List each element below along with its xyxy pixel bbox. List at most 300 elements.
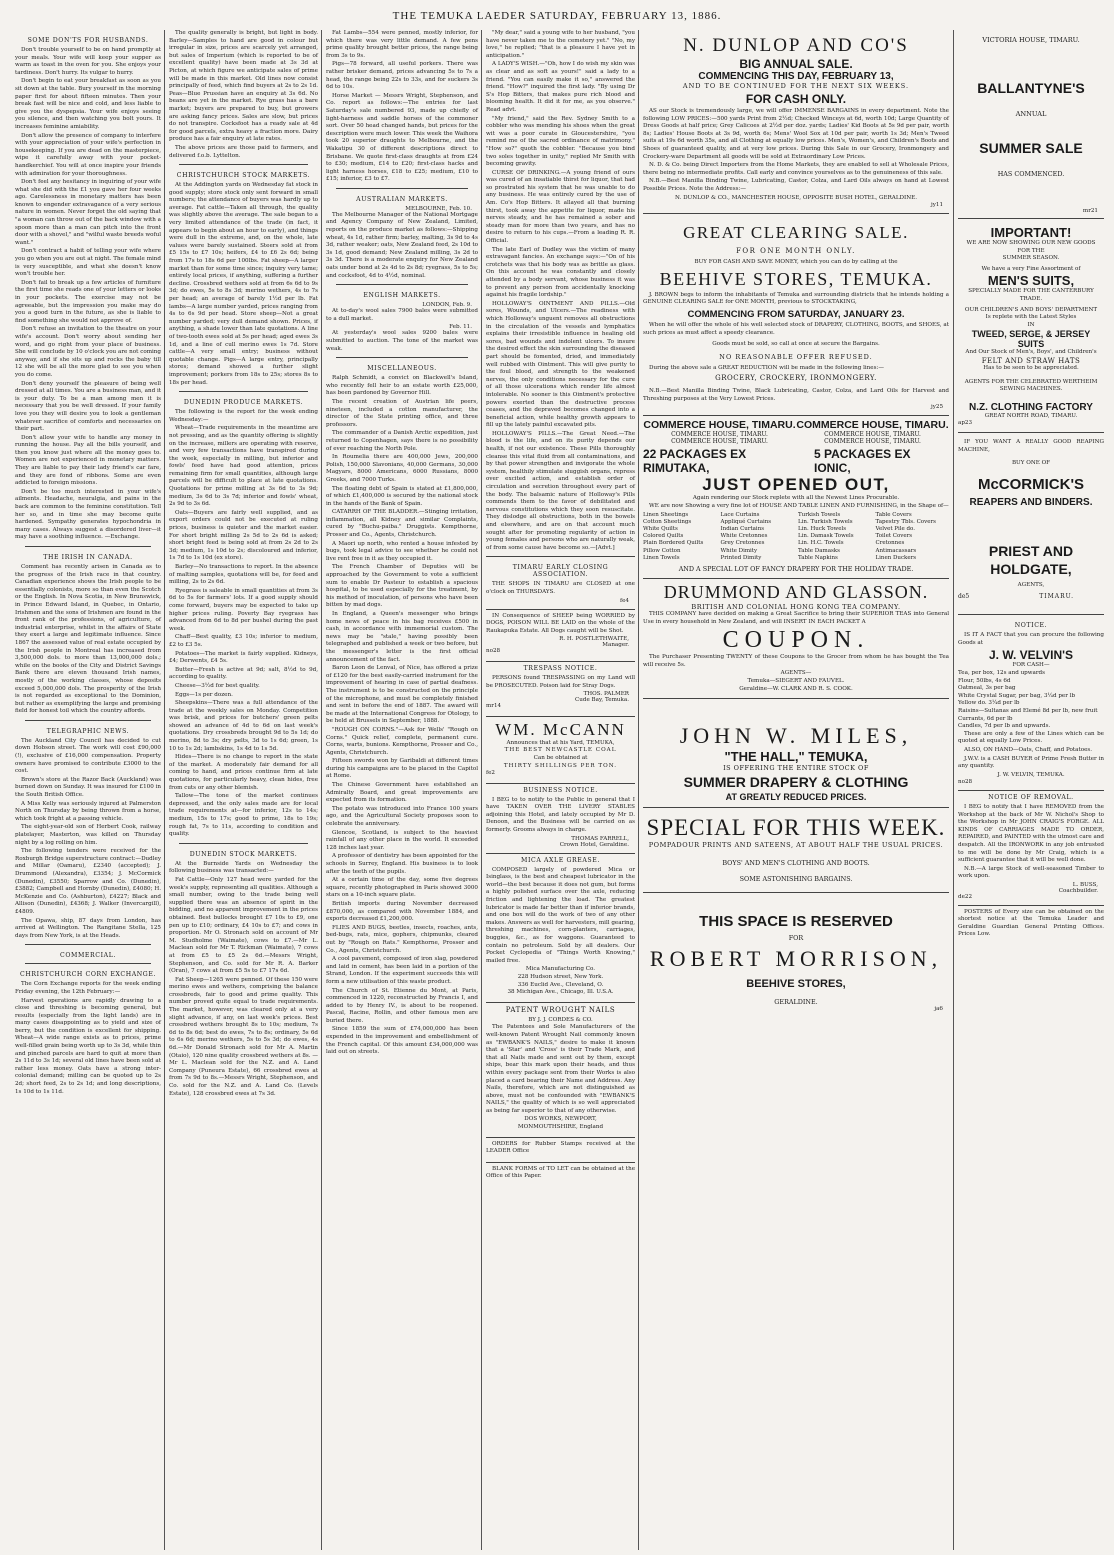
paragraph: The potato was introduced into France 100 years ago, and the Agricultural Society proposes soon to celebrate the anniversary.	[326, 805, 478, 828]
divider	[958, 218, 1104, 219]
ad-text: THIS COMPANY have decided on making a Great Sacrifice to bring their SUPERIOR TEAS into General Use in every household in New Zealand, and will INSERT IN EACH PACKET A	[643, 611, 949, 625]
ad-key: de22	[958, 893, 973, 900]
ad-text: FOR CASH—	[1012, 662, 1050, 669]
ad-text: FELT AND STRAW HATS	[981, 356, 1081, 365]
ad-text: POSTERS of Every size can be obtained on the shortest notice at the Temuka Leader and Geraldine Guardian General Printing Offices. Prices Low.	[958, 908, 1104, 938]
ad-title: BALLANTYNE'S	[977, 80, 1085, 96]
ad-subtitle: BIG ANNUAL SALE.	[739, 57, 853, 71]
ad-text: During the above sale a GREAT REDUCTION will be made in the following lines:—	[649, 364, 884, 371]
ad-title: BEEHIVE STORES, TEMUKA.	[659, 268, 933, 289]
column-2	[166, 30, 321, 1555]
ad-title: N. DUNLOP AND CO'S	[683, 35, 909, 56]
paragraph: Brown's store at the Razor Back (Auckland) was burned down on Sunday. It was insured for £100 in the South British Office.	[15, 776, 161, 799]
ad-title: THIS SPACE IS RESERVED	[699, 913, 893, 931]
ad-title: PRIEST AND HOLDGATE,	[988, 542, 1074, 577]
paragraph: FLIES AND BUGS, beetles, insects, roaches, ants, bed-bugs, rats, mice, gophers, chipmunks, cleared out by "Rough on Rats." Kempthorne, Prosser and Co., Agents, Christchurch.	[326, 924, 478, 954]
paragraph: The Chinese Government have established an Admiralty Board, and great improvements are expected from its formation.	[326, 782, 478, 804]
paragraph: "My friend," said the Rev. Sydney Smith to a cobbler who was mending his shoes when the great wit was a poor curate in Gloucestershire, "you remind me of the sacred ordinance of matrimony." "How so?" quoth the cobbler. "Because you bind two soles together in unity," replied Mr Smith with becoming gravity.	[486, 115, 635, 168]
ad-text: Temuka—SIEGERT AND FAUVEL.	[747, 678, 845, 685]
paragraph: Fat Lambs—554 were penned, mostly inferior, for which there was very little demand. A few pens prime quality brought better prices, the range being from 3s to 9s.	[326, 30, 478, 59]
ad-text: Announces that at his Yard, TEMUKA,	[506, 739, 615, 746]
paragraph: Chaff—Best quality, £3 10s; inferior to medium, £2 to £3 5s.	[169, 634, 318, 648]
paragraph: The floating debt of Spain is stated at £1,800,000, of which £1,400,000 is secured by the national stock in the hands of the Bank of Spain.	[326, 485, 478, 507]
ad-signature: THOMAS FARRELL,	[571, 835, 629, 842]
livery-stables-ad	[486, 784, 635, 854]
paragraph: At the Burnside Yards on Wednesday the following business was transacted:—	[169, 860, 318, 875]
ad-heading: MICA AXLE GREASE.	[521, 856, 600, 864]
ad-text: Is replete with the Latest Styles	[985, 314, 1077, 321]
axle-grease-ad	[486, 854, 635, 1003]
paragraph: Don't allow the presence of company to interfere with your appreciation of your wife's perfection in housekeeping. If you are dead on the masterpiece, wipe it carefully away with your pocket-handkerchief. You will at once inspire your friends with admiration for your thoroughness.	[15, 132, 161, 177]
paragraph: The late Earl of Dudley was the victim of many extravagant fancies. An exchange says:—"On of his crotchets was that his body was as brittle as glass. On this account he was constantly and closely attended by a body servant, whose business it was to prevent any person from accidentally knocking against his fragile lordship."	[486, 246, 635, 299]
ad-text: The Purchaser Presenting TWENTY of these Coupons to the Grocer from whom he has bought the Tea will receive 5s.	[643, 654, 949, 668]
ad-subtitle: POMPADOUR PRINTS AND SATEENS, AT ABOUT HALF THE USUAL PRICES.	[648, 841, 944, 850]
linen-list-item: Table Napkins	[798, 554, 838, 561]
divider	[486, 556, 635, 557]
ad-text: GREAT NORTH ROAD, TIMARU.	[984, 412, 1078, 419]
ad-text: THE SHOPS IN TIMARU are CLOSED at one o'clock on THURSDAYS.	[486, 581, 635, 595]
paragraph: Don't fail to break up a few articles of furniture the first time she reads one of your letters or looks in your pockets. The exercise may not be agreeable, but the impression you make may do you a good turn in the future, as she is liable to find something she would not approve of.	[15, 279, 161, 324]
paragraph: The French Chamber of Deputies will be approached by the Government to vote a sufficient sum to enable Dr Pasteur to establish a spacious hospital, to be used especially for the treatment, by his method of inoculation, of persons who have been bitten by mad dogs.	[326, 564, 478, 609]
ad-text: GROCERY, CROCKERY, IRONMONGERY.	[715, 374, 877, 383]
trespass-notice-ad	[486, 662, 635, 717]
ad-title: SUMMER SALE	[979, 140, 1083, 156]
ad-text: AGENTS,	[1017, 581, 1045, 588]
column-1	[12, 30, 164, 1555]
paragraph: A cool pavement, composed of iron slag, powdered and laid in cement, has been laid in a portion of the Strand, London. If the experiment succeeds this will form a new utilisation of this waste product.	[326, 956, 478, 985]
ad-text: N. D. & Co. being Direct Importers from the Home Markets, they are enabled to sell at Wholesale Prices, there being no intermediate profits. Call early and convince yourselves as to the genuineness of this sale.	[643, 162, 949, 176]
ad-heading: TRESPASS NOTICE.	[523, 664, 598, 672]
divider	[179, 164, 308, 165]
paragraph: The quality generally is bright, but light in body. Barley—Samples to hand are good in colour but irregular in size, prices are scarcely yet arranged, but sales of Imperium (which is reported to be of excellent quality) have been made at 3s 3d at Picton, at which figure we anticipate sales of prime will be made in this market. Old lines now consist principally of feed, which find buyers at 2s to 2s 1d. Peas—Blue Prussian have an enquiry at 3s 6d. No beans are yet in the market. Rye grass has a bare market; buyers are prepared to buy, but growers are asking fancy prices. Sales are slow, but prices do not transpire. Cocksfoot has a ready sale at 4d for good parcels, extra heavy a fraction more. Dairy produce has a fair enquiry at late rates.	[169, 30, 318, 143]
price-line: Currants, 6d per lb	[958, 715, 1013, 722]
ad-signature-role: Manager.	[602, 642, 629, 649]
ad-subtitle: AND TO BE CONTINUED FOR THE NEXT SIX WEEKS.	[682, 82, 910, 90]
paragraph: HOLLOWAY'S OINTMENT AND PILLS.—Old sores, Wounds, and Ulcers.—The readiness with which Holloway's unguent removes all obstructions in the circulation of the vessels and lymphatics explains their irresistible influence in healing old sores, bad wounds and indolent ulcers. To insure the desired effect the skin surrounding the diseased part should be fomented, dried, and immediately well rubbed with Ointment. This will give purity to the foul blood, and strength to the weakened nerves, the only conditions necessary for the cure of all those ulcerations which render life almost intolerable. No sooner is this Ointment's protective powers exerted than the destructive process ceases, and the depraved becomes changed into a beneficial action, while healthy growth appears to fill up the lately painful excavated pits.	[486, 300, 635, 429]
ad-key: mr21	[1082, 208, 1098, 214]
paragraph: Ralph Schmidt, a convict on Blackwell's Island, who recently fell heir to an estate worth £25,000, has been pardoned by Governor Hill.	[326, 375, 478, 397]
ad-text: ALSO, ON HAND—Oats, Chaff, and Potatoes.	[964, 747, 1093, 753]
ad-heading: TIMARU EARLY CLOSING ASSOCIATION.	[512, 564, 609, 579]
ad-key: ap23	[958, 420, 973, 427]
special-week-ad	[643, 808, 949, 893]
blank-forms-ad	[486, 1163, 635, 1181]
paragraph: The commander of a Danish Arctic expedition, just returned to Copenhagen, says there is no possibility of ever reaching the North Pole.	[326, 430, 478, 452]
article-heading: ENGLISH MARKETS.	[363, 292, 441, 300]
column-rule	[638, 30, 639, 1550]
linen-list-item: Lin. Turkish Towels	[798, 518, 853, 525]
divider	[958, 905, 1104, 906]
ad-signature: R. H. POSTLETHWAITE,	[559, 636, 629, 643]
ad-title-row	[643, 419, 949, 431]
ad-text: AGENTS—	[780, 670, 812, 677]
commerce-house-ad	[643, 416, 949, 579]
ad-title: WM. McCANN	[495, 719, 626, 739]
article-heading: TELEGRAPHIC NEWS.	[46, 727, 130, 735]
ad-text: SPECIALLY MADE FOR THE CANTERBURY TRADE.	[968, 288, 1094, 302]
column-5	[640, 30, 952, 1555]
ad-text: And Our Stock of Men's, Boys', and Children's	[965, 349, 1097, 356]
ad-text: ANNUAL	[1015, 110, 1047, 118]
ad-headline: JUST OPENED OUT,	[702, 475, 890, 495]
ad-heading: NOTICE OF REMOVAL.	[988, 793, 1074, 801]
linen-list-item: White Cretonnes	[720, 533, 768, 540]
ad-subtitle: "THE HALL," TEMUKA,	[724, 749, 868, 765]
ad-title: McCORMICK'S	[977, 475, 1085, 493]
article-heading: CHRISTCHURCH CORN EXCHANGE.	[20, 971, 156, 979]
ad-text: N.B.—Best Manilla Binding Twine, Black Lubricating, Castor, Colza, and Lard Oils for Harvest and Threshing purposes at the Very Lowest Prices.	[643, 388, 949, 402]
ad-signature: L. BUSS,	[1072, 881, 1098, 888]
ad-title: DRUMMOND AND GLASSON.	[663, 582, 929, 603]
ad-subtitle: REAPERS AND BINDERS.	[969, 496, 1093, 508]
linen-list-column	[643, 512, 717, 562]
ad-subtitle: AT GREATLY REDUCED PRICES.	[725, 792, 867, 803]
article-heading: THE IRISH IN CANADA.	[43, 554, 133, 561]
ad-subtitle: COMMENCING THIS DAY, FEBRUARY 13,	[698, 71, 894, 82]
ad-heading: NOTICE.	[1014, 622, 1048, 630]
article-heading: DUNEDIN PRODUCE MARKETS.	[183, 399, 304, 407]
ad-headline: MEN'S SUITS,	[987, 273, 1075, 289]
paragraph: At the Addington yards on Wednesday fat stock in good supply; store stock only sent forward in small numbers; the attendance of buyers was hardly up to average. Fat cattle—Taken all through, the quality was slightly above the average. The sale began to a very limited attendance of the trade (in fact, it appears to begin about an hour to early), and things were dull in the extreme, and, on the whole, late values were barely sustained. Steers sold at from £5 15s to £7 10s; heifers, £4 to £6 2s 6d; being from 17s to 18s 6d per 100lbs. Fat sheep—A larger market than for some time since; inquiry very tame; entirely local prices, if anything, suffering a further decline. Crossbred wethers sold at from 6s 6d to 9s 3d; do ewes, 5s to 8s 3d; merino wethers, 4s to 7s per head; an average of barely 1½d per lb. Fat lambs—A large number yarded, prices ranging from 4s to 6s 9d per head. Store sheep—Not a great number yarded; very dull demand shown. Prices, if anything, a shade lower than late quotations. A line of two-tooth ewes sold at 5s per head; aged ewes 3s 1d, and a line of cull merino ewes 1s 7d. Store cattle—A very small entry; business without quotable change. Pigs—A large entry, principally stores; demand showed a further slight improvement; porkers from 18s to 25s; stores 8s to 18s per head.	[169, 182, 318, 386]
linen-list-item: Cretonnes	[875, 540, 905, 547]
mccann-ad	[486, 717, 635, 784]
ad-text: I BEG to notify that I have REMOVED from the Workshop at the back of Mr W. Nichol's Shop to the Workshop in Mr JOHN CRAIG'S FORGE. ALL KINDS OF CARRIAGES MADE TO ORDER, REPAIRED, and PAINTED with the utmost care and despatch. All the IRONWORK in any job entrusted to me will be done by Mr Craig, which is a sufficient guarantee that it will be well done.	[958, 803, 1105, 864]
ad-key: jy25	[930, 404, 943, 411]
paragraph: Glencoe, Scotland, is subject to the heaviest rainfall of any other place in the world. It exceeded 128 inches last year.	[326, 829, 478, 851]
reserved-space-ad	[643, 893, 949, 1012]
miles-ad	[643, 699, 949, 808]
linen-list	[643, 512, 949, 562]
beehive-clearing-ad	[643, 214, 949, 416]
column-6	[955, 30, 1107, 1555]
paragraph: Baron Leon de Lenval, of Nice, has offered a prize of £120 for the best easily-carried instrument for the improvement of hearing in case of partial deafness. The instrument is to be constructed on the principle of the microphone, and must be completely finished and sent in before the end of 1887. The award will be made at the International Congress for Otology, to be held at Brussels in September, 1888.	[326, 665, 478, 725]
dateline: Feb. 11.	[449, 324, 472, 331]
ad-headline: N.Z. CLOTHING FACTORY	[969, 401, 1093, 413]
paragraph: Don't be too much interested in your wife's ailments. Headache, neuralgia, and pains in the back are common to the feminine constitution. Tell her so, and in time she may become quite hardened. Sympathy generates hypochondria in many cases. Always suggest a disordered liver—it may have a soothing influence. —Exchange.	[15, 488, 161, 541]
linen-list-item: Velvet Pile do.	[875, 526, 916, 533]
paragraph: Don't begin to eat your breakfast as soon as you sit down at the table. Bury yourself in the morning paper first for about fifteen minutes. Then your break fast will be nice and cold, and less liable to give you the dyspepsia. Your wife enjoys seeing you silence, and then watching you bolt yours. It increases feminine amiability.	[15, 78, 161, 130]
paragraph: At yesterday's wool sales 9200 bales were submitted to auction. The tone of the market was weak.	[326, 330, 478, 352]
price-line: Candles, 7d per lb and upwards.	[958, 723, 1051, 730]
ad-title: SPECIAL FOR THIS WEEK.	[646, 815, 946, 841]
column-3	[323, 30, 481, 1555]
ad-key: jy11	[930, 202, 943, 209]
rubber-stamps-ad	[486, 1138, 635, 1163]
paragraph: The following is the report for the week ending Wednesday:—	[169, 409, 318, 423]
paragraph: The following tenders were received for the Roxburgh Bridge superstructure contract:—Dudley and Millar (Oamaru), £2340 (accepted); J. Drummond (Alexandra), £3354; J. McCormick (Dunedin), £3550; Sparrow and Co. (Dunedin), £3882; Campbell and Hornby (Dunedin), £4080; H. McKenzie and Co. (Ashburton), £4227; Black and Allison (Dunedin), £4368; J. Walker (Invercargill), £4809.	[15, 848, 161, 915]
dateline: MELBOURNE, Feb. 10.	[405, 205, 472, 212]
divider	[336, 188, 468, 189]
ad-subtitle-row	[643, 431, 949, 438]
ad-subtitle: FOR CASH ONLY.	[745, 92, 847, 106]
paragraph: The eight-year-old son of Herbert Cook, railway platelayer, Masterton, was killed on Thursday night by a log rolling on him.	[15, 824, 161, 846]
paragraph: At a certain time of the day, some five degrees square, recently photographed in Paris showed 3000 stars on a 10-inch square plate.	[326, 877, 478, 899]
divider	[25, 720, 151, 721]
paragraph: HOLLOWAY'S PILLS.—The Great Need.—The blood is the life, and on its purity depends our health, if not our existence. These Pills thoroughly cleanse this vital fluid from all contaminations, and by that power strengthen and invigorate the whole system, healthily stimulate sluggish organs, repress over excited action, and establish order of circulation and secretion throughout every part of the body. The balsamic nature of Holloway's Pills commends them to the favor of debilitated and nervous constitutions which they soon resuscitate. They dislodge all obstructions, both in the bowels and elsewhere, and are on that account much sought after for promoting regularity of action in young females and persons who are naturally weak, of from some cause have become so.—[Advt.]	[486, 430, 635, 551]
ad-subtitle: COMMENCING FROM SATURDAY, JANUARY 23.	[687, 308, 905, 320]
divider	[179, 391, 308, 392]
ad-text: AND A SPECIAL LOT OF FANCY DRAPERY FOR THE HOLIDAY TRADE.	[678, 565, 914, 574]
ad-text: BOYS' AND MEN'S CLOTHING AND BOOTS.	[722, 859, 870, 868]
paragraph: Cheese—3½d for best quality.	[175, 682, 260, 689]
divider	[179, 843, 308, 844]
divider	[25, 963, 151, 964]
paragraph: Tallow—The tone of the market continues depressed, and the only sales made are for local trade requirements at—for inferior, 12s to 14s; medium, 15s to 17s; good to prime, 18s to 19s; rough fat, 7s to 11s, according to condition and quality.	[169, 793, 318, 838]
ad-subtitle-row	[643, 438, 949, 445]
ad-text: AGENTS FOR THE CELEBRATED WERTHEIM SEWING MACHINES.	[964, 378, 1098, 393]
ad-text: FOR	[788, 934, 804, 943]
ad-title: J. W. VELVIN'S	[989, 648, 1073, 663]
paragraph: The recent creation of Austrian life peers, nineteen, included a cotton manufacturer, the director of the State printing office, and three professors.	[326, 398, 478, 428]
paragraph: In England, a Queen's messenger who brings home news of peace in his bag receives £500 in cash, in accordance with immemorial custom. The news may be "stale," having possibly been telegraphed and published a week or two before, but the messenger's letter is the first official announcement of the fact.	[326, 611, 478, 663]
ad-subheading: BY J. J. CORDES & CO.	[528, 1016, 593, 1023]
ad-subtitle: BEEHIVE STORES,	[746, 978, 846, 991]
ad-subtitle: BRITISH AND COLONIAL HONG KONG TEA COMPANY.	[691, 603, 901, 612]
ad-text: The Patentees and Sole Manufacturers of the well-known Patent Wrought Nail commonly known as "EWBANK'S NAILS," desire to make it known that a 'Star' and 'Cross' is their Trade Mark, and that all Nails made and sent out by them, except ships, bear this mark upon their heads, and thus within every package sent from their Works is also placed a card bearing their Name and Address. Any Nails, therefore, which are not distinguished as above, must not be confounded with "EWBANK'S NAILS," the quality of which is so well appreciated as being far superior to that of any otherwise.	[486, 1024, 635, 1114]
paragraph: At to-day's wool sales 7900 bales were submitted to a dull market.	[326, 308, 478, 322]
paragraph: The Church of St. Etienne du Mont, at Paris, commenced in 1220, reconstructed by Francis I, and added to by Henry IV., is about to be reopened. Pascal, Racine, Rollin, and other famous men are buried there.	[326, 987, 478, 1024]
paragraph: The above prices are those paid to farmers, and delivered f.o.b. Lyttelton.	[169, 144, 318, 159]
linen-list-item: Cotton Sheetings	[643, 518, 692, 525]
paragraph: The Opawa, ship, 87 days from London, has arrived at Wellington. The Rangitane Stella, 125 days from New York, is at the Heads.	[15, 917, 161, 939]
linen-list-item: Linen Duckers	[875, 554, 917, 561]
ad-text: THIRTY SHILLINGS PER TON.	[503, 762, 618, 769]
ad-text: IN Consequence of SHEEP being WORRIED by DOGS, POISON WILL BE LAID on the whole of the Raukapuka Estate. All Dogs caught will be Shot.	[486, 612, 635, 634]
ad-signature-place: Crown Hotel, Geraldine.	[559, 841, 629, 848]
paragraph: In Roumelia there are 400,000 Jews, 200,000 Polish, 150,000 Slavonians, 40,000 Germans, 30,000 Magyars, 8000 Americans, 6000 Russians, 8000 Greeks, and 7000 Turks.	[326, 454, 478, 483]
ad-text: BUY ONE OF	[1011, 460, 1051, 467]
price-line: Flour, 50lbs, 4s 6d	[958, 677, 1011, 684]
section-heading: COMMERCIAL.	[60, 952, 116, 960]
ad-subtitle: COMMERCE HOUSE, TIMARU.	[671, 431, 768, 439]
ad-text: OUR CHILDREN'S AND BOYS' DEPARTMENT	[964, 306, 1098, 313]
linen-list-item: Lin. Huck Towels	[798, 526, 847, 533]
ad-text: IF YOU WANT A REALLY GOOD REAPING MACHINE,	[958, 438, 1104, 453]
ad-text: Geraldine—W. CLARK AND R. S. COOK.	[739, 685, 853, 692]
ad-title: IMPORTANT!	[990, 225, 1072, 240]
sheep-notice-ad	[486, 610, 635, 662]
ad-text: PERSONS found TRESPASSING on my Land will be PROSECUTED. Poison laid for Stray Dogs.	[486, 674, 635, 689]
paragraph: Don't deny yourself the pleasure of being well dressed at all times. You are a business man, and it is your duty. To be a man among men it is necessary that you be well dressed. If your family love you they will desire you to look a gentleman whatever sacrifice of comforts and necessaries on their part.	[15, 380, 161, 433]
paragraph: "My dear," said a young wife to her husband, "you have never taken me to the cemetery yet." "No, my love," he replied; "that is a pleasure I have yet in anticipation."	[486, 30, 635, 59]
linen-list-item: Toilet Covers	[875, 533, 913, 540]
paragraph: Don't feel any hesitancy in inquiring of your wife what she did with the £1 you gave her four weeks ago. Carelessness in monetary matters has been known to engender extravagance of a very serious nature in women. Never forget the old saying that "a woman can throw out of the back window with a spoon more than a man can pitch into the front door with a shovel," and "wilful waste breeds woful want."	[15, 179, 161, 246]
ad-text: WE ARE NOW SHOWING OUR NEW GOODS	[966, 240, 1096, 246]
paragraph: A Maori up north, who rented a house infested by bugs, took legal advice to see whether he could not live rent free in it as they occupied it.	[326, 540, 478, 562]
ad-heading: BUSINESS NOTICE.	[523, 786, 598, 794]
ad-address: 336 Euclid Ave., Cleveland, O.	[517, 981, 604, 988]
price-line: Tea, per box, 12s and upwards	[958, 670, 1045, 677]
price-line: Yellow do. 3¼d per lb	[958, 700, 1020, 707]
ad-text: VICTORIA HOUSE, TIMARU.	[982, 36, 1080, 44]
ad-address: Mica Manufacturing Co.	[525, 966, 596, 973]
article-heading: AUSTRALIAN MARKETS.	[356, 195, 448, 203]
divider	[336, 357, 468, 358]
paragraph: CURSE OF DRINKING.—A young friend of ours was cured of an insatiable thirst for liquor, that had so prostrated his system that he was unable to do any business. He was entirely cured by the use of Am. Co's Hop Bitters. It allayed all that burning thirst, took away the appetite for liquor, made his nerves steady, and he has remained a sober and steady man for more than two years, and has no desire to return to his cups.—From a leading R. R. Official.	[486, 169, 635, 245]
linen-list-item: Grey Cretonnes	[720, 540, 765, 547]
ad-subtitle: COMMERCE HOUSE, TIMARU.	[824, 431, 921, 439]
ad-text: Can be obtained at	[533, 754, 588, 761]
divider	[25, 944, 151, 945]
divider	[336, 284, 468, 285]
linen-list-item: Table Covers	[875, 511, 912, 518]
article-heading: SOME DON'TS FOR HUSBANDS.	[27, 37, 149, 44]
ad-key: fe2	[486, 770, 495, 777]
ad-text: WE are now Showing a very fine lot of HOUSE AND TABLE LINEN AND FURNISHING, in the Shape of—	[649, 503, 949, 510]
linen-list-item: White Quilts	[643, 526, 678, 533]
ad-signature: THOS. PALMER	[583, 691, 629, 698]
linen-list-item: Colored Quilts	[643, 533, 684, 540]
ad-subtitle: COMMERCE HOUSE, TIMARU.	[671, 438, 768, 446]
paragraph: The Auckland City Council has decided to cut down Hobson street. The work will cost £90,000 (!), exclusive of £16,000 compensation. Property owners have promised to contribute £3000 to the cost.	[15, 737, 161, 775]
paragraph: A professor of dentistry has been appointed for the schools in Surrey, England. His business is to look after the teeth of the pupils.	[326, 853, 478, 875]
divider	[25, 546, 151, 547]
ad-text: N.B.—A large Stock of well-seasoned Timber to work upon.	[958, 865, 1104, 880]
paragraph: The Corn Exchange reports for the week ending Friday evening, the 12th February:—	[15, 981, 161, 995]
linen-list-item: White Dimity	[720, 547, 758, 554]
ad-signature-place: MONMOUTHSHIRE, England	[517, 1124, 604, 1131]
divider	[958, 614, 1104, 615]
paragraph: A Miss Kelly was seriously injured at Palmerston North on Thursday by being thrown from a horse, which took fright at a passing vehicle.	[15, 800, 161, 822]
paragraph: Harvest operations are rapidly drawing to a close and threshing is becoming general, but results (especially from the light lands) are in many cases disappointing as to yield and size of berry, but the condition is excellent for shipping. Wheat—A wide range exists as to prices, prime well-filled grain being worth up to 3s 3d, while thin and pinched parcels are hard to quit at more than 2s 11d to 3s 1d; several old lines have been sold at rather less money. Oats have a strong inter-colonial demand; milling can be quoted up to 2s 2d; short feed, 2s to 2s 1d; and long descriptions, 1s 10d to 1s 11d.	[15, 997, 161, 1095]
paragraph: Sheepskins—There was a full attendance of the trade at the weekly sales on Monday. Competition was brisk, and prices for butchers' green pelts showed an advance of 4d to 6d on last week's quotations. Dry crossbreds brought 9d to 5s 1d; do merino, 8d to 3s; dry pelts, 3d to 1s 6d; green, 1s 10 to 1s 2d; lambskins, 1s 4d to 1s 5d.	[169, 700, 318, 752]
ad-heading: PATENT WROUGHT NAILS	[505, 1005, 616, 1014]
linen-list-item: Plain Bordered Quilts	[643, 540, 704, 547]
paragraph: Don't trouble yourself to be on hand promptly at your meals. Your wife will keep your supper as warm as toast in the oven for you. She enjoys your tardiness. Don't hurry. Its vulgar to hurry.	[15, 47, 161, 76]
paragraph: Eggs—1s per dozen.	[175, 691, 233, 698]
divider	[958, 432, 1104, 433]
ad-title: COMMERCE HOUSE, TIMARU.	[643, 419, 796, 432]
ad-headline: SUMMER DRAPERY & CLOTHING	[683, 774, 909, 791]
ad-key: mr14	[486, 703, 502, 710]
paragraph: Fifteen swords won by Garibaldi at different times during his campaigns are to be placed in the Capitol at Rome.	[326, 758, 478, 780]
ad-text: ORDERS for Rubber Stamps received at the LEADER Office	[486, 1140, 635, 1155]
ad-signature-place: Cude Bay, Temuka.	[575, 697, 629, 704]
ad-text: Has to be seen to be appreciated.	[983, 364, 1079, 371]
linen-list-column	[876, 512, 950, 562]
ad-footer-row	[958, 593, 1104, 600]
ad-text: IS IT A FACT that you can procure the following Goods at	[958, 632, 1104, 646]
linen-list-item: Antimacassars	[875, 547, 917, 554]
ad-text: THE BEST NEWCASTLE COAL	[504, 747, 617, 754]
ad-signature: J. W. VELVIN, TEMUKA.	[997, 771, 1065, 778]
ad-text: J.W.V. is a CASH BUYER of Prime Fresh Butter in any quantity.	[958, 755, 1104, 770]
paragraph: Comment has recently arisen in Canada as to the progress of the Irish race in that country. Canadian experience shows the Irish people to be essentially colonists, more so than even the Scotch or the English. In Nova Scotia, in New Brunswick, in Prince Edward Island, in Quebec, in Ontario, Irishmen and the sons of Irishmen are found in the front rank of the professions, of agriculture, of industrial enterprise, whilst in the affairs of State they exert a large and legitimate influence. Since 1867 the assessed value of real estate occupied by the Irish people in Montreal has increased from 3,500,000 dols. to more than 13,000,000 dols.; while on the books of the City and District Savings Bank there are eleven thousand Irish names, mostly of the working classes, whose deposits exceed 5,000,000 dols. The prosperity of the Irish is not regarded as exceptional to the Dominion, but rather as exemplifying the large and promising field for honest toil which the country affords.	[15, 564, 161, 715]
linen-list-column	[721, 512, 795, 562]
column-rule	[164, 30, 165, 1550]
paragraph: Don't contract a habit of telling your wife where you go when you are out at night. The female mind is very susceptible, and what she doesn't know won't trouble her.	[15, 248, 161, 278]
ad-subtitle: COMMERCE HOUSE, TIMARU.	[824, 438, 921, 446]
ad-text: NO REASONABLE OFFER REFUSED.	[719, 352, 873, 361]
ad-title: JOHN W. MILES,	[679, 723, 913, 749]
ad-text: IN	[1027, 321, 1035, 328]
paragraph: CATARRH OF THE BLADDER.—Stinging irritation, inflammation, all Kidney and similar Complaints, cured by "Buchu-paiba." Druggists. Kempthorne, Prosser and Co., Agents, Christchurch.	[326, 509, 478, 539]
ad-key: fe4	[620, 597, 629, 604]
ad-headline-row	[643, 447, 949, 475]
linen-list-item: Turkish Towels	[798, 511, 841, 518]
dunlop-ad	[643, 30, 949, 214]
column-rule	[953, 30, 954, 1550]
ad-text: We have a very Fine Assortment of	[981, 265, 1081, 272]
ad-address: 38 Michigan Ave., Chicago, Ill. U.S.A.	[507, 989, 614, 996]
ad-address: 228 Hudson street, New York.	[517, 973, 604, 980]
paragraph: Since 1859 the sum of £74,000,000 has been expended in the improvement and embellishment of the French capital. Of this amount £34,000,000 was laid out on streets.	[326, 1026, 478, 1056]
paragraph: Potatoes—The market is fairly supplied. Kidneys, £4; Derwents, £4 5s.	[169, 650, 318, 665]
masthead: THE TEMUKA LAEDER SATURDAY, FEBRUARY 13, 1886.	[392, 10, 722, 22]
paragraph: Hides—There is no change to report in the state of the market. A moderately fair demand for all coming to hand, and prices continue firm at late quotations, for particularly heavy, clean hides, free from cuts or any other blemish.	[169, 754, 318, 791]
ad-subtitle: IS OFFERING THE ENTIRE STOCK OF	[723, 764, 869, 773]
column-4	[483, 30, 638, 1555]
ad-text: AS our Stock is tremendously large, we will offer IMMENSE BARGAINS in every department. Note the following LOW PRICES:—500 yards Print from 2½d; Checked Winceys at 6d, worth 10d; Large Quantity of Dress Goods at half price; Grey Calicoes at 2½d per doz. yards; Ladies' Kid Boots at 5s 9d per pair, worth 8s; Ladies' House Boots at 3s 9d, worth 6s; Mens' Wool Sox at 10d per pair, worth 1s 3d; Men's Tweed suits at 19s 6d worth 35s, and all Clothing at equally low prices. Men's, Women's, and Children's Boots and Shoes of guaranteed quality, and at very low prices. During this Sale in our Grocery, Ironmongery and Crockery-ware Department all goods will be sold at Extraordinary Low Prices.	[643, 108, 949, 160]
column-rule	[321, 30, 322, 1550]
linen-list-item: Tapestry Tbls. Covers	[875, 518, 936, 525]
paragraph: Fat Sheep—1265 were penned. Of these 150 were merino ewes and wethers, comprising the balance crossbreds, fair to good and prime quality. This number proved quite equal to trade requirements. The market, however, was cleared only at a very slight advance, if any, on last week's prices. Best crossbred wethers brought 8s to 10s; medium, 7s 6d to 8s 6d; best do ewes, 7s to 8s; ordinary, 5s 6d to 6s 6d; merino wethers, 5s to 5s 3d; do ewes, 4s 6d.—Mr Donald Stronach sold for Mr A. Martin (Otaio), 120 nine quality crossbred wethers at 8s. —Mr L. Maclean sold for the N.Z. and A. Land Company (Puneura Estate), 66 crossbred ewes at from 7s 9d to 8s.—Messrs Wright, Stephenson, and Co. sold for the N.Z. and A. Land Co. (Levels Estate), 128 crossbred ewes at 7s 3d.	[169, 976, 318, 1097]
ad-subtitle: FOR ONE MONTH ONLY.	[736, 247, 856, 256]
price-line: Oatmeal, 3s per bag	[958, 685, 1016, 692]
ad-key: de5	[958, 593, 970, 601]
ad-text: TIMARU.	[1039, 593, 1074, 601]
ad-title: GREAT CLEARING SALE.	[683, 223, 909, 243]
paragraph: "ROUGH ON CORNS."—Ask for Wells' "Rough on Corns." Quick relief, complete, permanent cure. Corns, warts, bunions. Kempthorne, Prosser and Co., Agents, Christchurch.	[326, 726, 478, 756]
article-heading: MISCELLANEOUS.	[367, 365, 437, 373]
ad-headline: 22 PACKAGES EX RIMUTAKA,	[643, 447, 747, 476]
paragraph: Oats—Buyers are fairly well supplied, and as export orders could not be executed at ruling prices, business is quieter and the market easier. For short bright milling 2s 5d to 2s 6d is asked; short bright feed is being sold at from 2s 2d to 2s 3d; medium, 1s 10d to 2s; discoloured and inferior, 1s 7d to 1s 10d (ex store).	[169, 509, 318, 562]
ad-text: COMPOSED largely of powdered Mica or Isinglass, is the best and cheapest lubricator in the world—the best because it does not gum, but forms a highly polished surface over the axle, reducing friction and lightening the load. The greatest lubricator is made far better than if inferior brands, and one box will do the work of two of any other makes. Answers as well for harvesters, mill gearing, threshing machines, corn-planters, carriages, buggies, &c., as for waggons. Guaranteed to contain no petroleum. Sold by all dealers. Our Pocket Cyclopedia of "Things Worth Knowing," mailed free.	[486, 866, 635, 964]
ad-text: J. BROWN begs to inform the inhabitants of Temuka and surrounding districts that he intends holding a GENUINE CLEARING SALE for ONE MONTH, previous to STOCKTAKING,	[643, 291, 949, 306]
ad-key: no28	[486, 648, 501, 655]
linen-list-item: Linen Towels	[643, 554, 680, 561]
paragraph: The Melbourne Manager of the National Mortgage and Agency Company of New Zealand, Limited, reports on the produce market as follows:—Shipping wheat, 4s 1d, rather firm; barley, malting, 3s 9d to 4s 3d, rather weaker; oats, New Zealand feed, 2s 10d to 3s 1d, good demand; New Zealand milling, 3s 2d to 3s 3d. There is a moderate enquiry for New Zealand oats under bond at 2s 4d to 2s 8d; ryegrass, 5s to 5s; and cocksfoot, 4d to 4½d, nominal.	[326, 211, 478, 279]
dateline: LONDON, Feb. 9.	[422, 302, 472, 309]
ad-text: Goods must be sold, so call at once at secure the Bargains.	[712, 341, 880, 348]
ad-text: GERALDINE.	[774, 998, 818, 1007]
price-line: White Crystal Sugar, per bag, 3¼d per lb	[958, 692, 1076, 699]
ad-text: HAS COMMENCED.	[997, 170, 1065, 178]
ad-signature-role: Coachbuilder.	[1058, 887, 1098, 894]
linen-list-item: Indian Curtains	[720, 526, 765, 533]
ad-text: SOME ASTONISHING BARGAINS.	[739, 875, 853, 884]
ad-text: When he will offer the whole of his well selected stock of DRAPERY, CLOTHING, BOOTS, and SHOES, at such prices as must affect a speedy clearance.	[643, 321, 949, 336]
ad-title: COMMERCE HOUSE, TIMARU.	[796, 419, 949, 432]
linen-list-item: Pillow Cotton	[643, 547, 681, 554]
ad-headline: TWEED, SERGE, & JERSEY SUITS	[971, 329, 1091, 350]
price-line: Raisins—Sultanas and Elemé 8d per lb, new fruit	[958, 708, 1098, 715]
linen-list-item: Lin. Damask Towels	[798, 533, 854, 540]
column-rule	[481, 30, 482, 1550]
ad-title: COUPON.	[722, 627, 870, 654]
linen-list-item: Appliqué Curtains	[720, 518, 772, 525]
paragraph: Wheat—Trade requirements in the meantime are not pressing, and as the quantity offering is slightly on the increase, millers are operating with reserve, and very few transactions have transpired during the week, especially in milling, but inferior and fowls' feed have had good attention, prices remaining firm for small quantities, although large parcels will be difficult to place at late quotations. Quotations for prime milling at 3s 6d to 3s 9d; medium, 3s 6d to 3s 7d; inferior and fowls' wheat, 2s 9d to 3s 6d.	[169, 425, 318, 508]
paragraph: Barley—No transactions to report. In the absence of malting samples, quotations will be, for feed and milling, 2s to 2s 6d.	[169, 564, 318, 586]
linen-list-item: Printed Dimity	[720, 554, 762, 561]
ad-text: FOR THE	[1017, 247, 1045, 254]
ad-text: These are only a few of the Lines which can be quoted at equally Low Prices.	[958, 730, 1104, 745]
paragraph: Don't allow your wife to handle any money in running the house. Pay all the bills yourself, and then you know just where all the money goes to. Women are not experienced in monetary matters. They are liable to pay their lady friend's car fare, and they are fond of ribbons. Some are even addicted to foreign missions.	[15, 434, 161, 487]
paragraph: Fat Cattle—Only 127 head were yarded for the week's supply, representing all qualities. Although a small number, owing to the trade being well supplied there was an absence of spirit in the bidding, and no apparent improvement in the prices obtained. Best bullocks brought £7 10s to £9, one pen up to £10; ordinary, £4 10s to £7; and cows in proportion. Mr O. Stronach sold on account of Mr M. Studholme (Waimate), cows to £7.—Mr L. Maclean sold for Mr T. Rickman (Waimate), 7 cows at from £5 to £5 2s 6d.—Messrs Wright, Stephenson, and Co. sold for Mr R. A. Barker (Oran), 7 cows at from £5 5s to £7 17s 6d.	[169, 876, 318, 975]
divider	[958, 790, 1104, 791]
ad-address: N. DUNLOP & CO., MANCHESTER HOUSE, OPPOSITE BUSH HOTEL, GERALDINE.	[674, 194, 917, 201]
drummond-glasson-ad	[643, 579, 949, 699]
early-closing-ad	[486, 561, 635, 609]
article-heading: CHRISTCHURCH STOCK MARKETS.	[176, 172, 311, 180]
ad-text: BLANK FORMS of TO LET can be obtained at the Office of this Paper.	[486, 1165, 635, 1180]
article-heading: DUNEDIN STOCK MARKETS.	[189, 850, 298, 858]
linen-list-item: Table Damasks	[798, 547, 840, 554]
ad-text: SUMMER SEASON.	[1002, 255, 1060, 262]
paragraph: Butter—Fresh is active at 9d; salt, 8½d to 9d, according to quality.	[169, 666, 318, 681]
wrought-nails-ad	[486, 1003, 635, 1138]
paragraph: British imports during November decreased £870,000, as compared with November 1884, and exports decreased £1,200,000.	[326, 900, 478, 923]
